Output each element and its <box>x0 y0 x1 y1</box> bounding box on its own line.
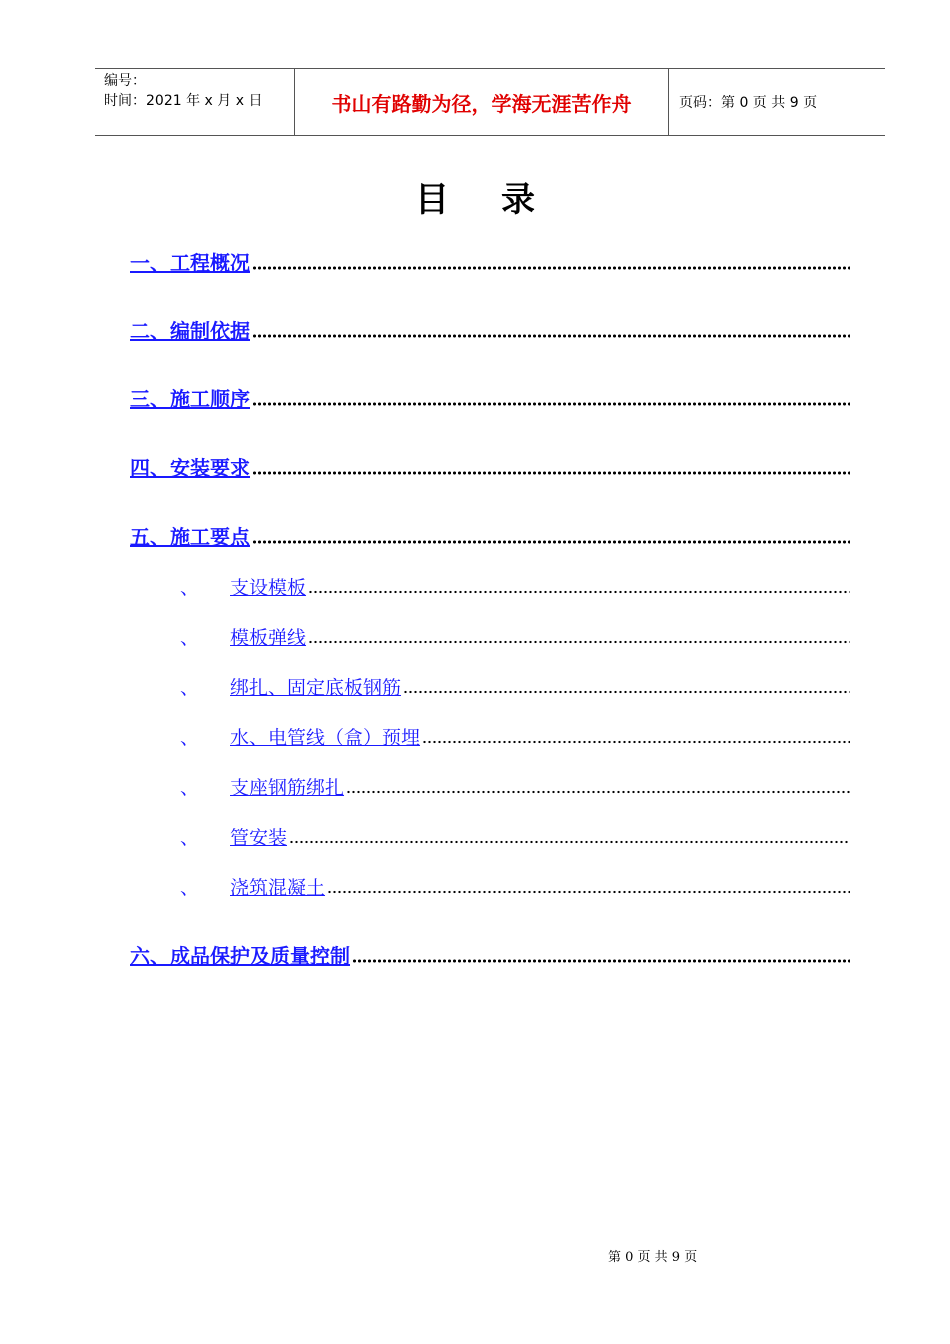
toc-link[interactable] <box>180 573 306 600</box>
toc-subentry-label: 浇筑混凝土 <box>230 877 326 899</box>
toc-leader-dots <box>252 401 850 407</box>
toc-subentry-1 <box>180 572 850 600</box>
toc-link[interactable] <box>180 823 287 850</box>
toc-leader-dots <box>352 958 850 964</box>
page-title: 目录 <box>415 180 587 220</box>
toc-subentry-label: 模板弹线 <box>230 627 307 649</box>
toc-link[interactable] <box>180 773 344 800</box>
toc-leader-dots <box>308 589 850 595</box>
number-label: 编号： <box>104 73 146 89</box>
toc-link[interactable] <box>180 623 306 650</box>
header-left-cell <box>95 69 295 135</box>
toc-entry-4 <box>130 453 850 481</box>
toc-leader-dots <box>403 689 850 695</box>
toc-leader-dots <box>252 539 850 545</box>
toc-leader-dots <box>289 839 850 845</box>
toc-subentry-number: 、 <box>180 627 200 649</box>
page-footer: 第 0 页 共 9 页 <box>608 1250 698 1265</box>
toc-subentry-4 <box>180 722 850 750</box>
toc-subentry-7 <box>180 872 850 900</box>
toc-entry-5 <box>130 522 850 550</box>
toc-link[interactable]: 六、成品保护及质量控制 <box>130 944 350 968</box>
toc-subentry-5 <box>180 772 850 800</box>
toc-subentry-label: 绑扎、固定底板钢筋 <box>230 677 402 699</box>
toc-subentry-number: 、 <box>180 577 200 599</box>
toc-link[interactable] <box>180 873 325 900</box>
toc-entry-2 <box>130 316 850 344</box>
toc-subentry-label: 管安装 <box>230 827 288 849</box>
toc-subentry-number: 、 <box>180 777 200 799</box>
toc-link[interactable]: 三、施工顺序 <box>130 387 250 411</box>
toc-link[interactable] <box>180 673 401 700</box>
toc-subentry-label: 水、电管线（盒）预埋 <box>230 727 421 749</box>
toc-leader-dots <box>252 333 850 339</box>
toc-subentry-2 <box>180 622 850 650</box>
toc-entry-6 <box>130 941 850 969</box>
toc-subentry-number: 、 <box>180 877 200 899</box>
toc-subentry-label: 支设模板 <box>230 577 307 599</box>
toc-link[interactable]: 一、工程概况 <box>130 251 250 275</box>
toc-leader-dots <box>252 265 850 271</box>
toc-leader-dots <box>422 739 850 745</box>
toc-link[interactable] <box>180 723 420 750</box>
toc-link[interactable]: 二、编制依据 <box>130 319 250 343</box>
toc-link[interactable]: 五、施工要点 <box>130 525 250 549</box>
toc-subentry-number: 、 <box>180 677 200 699</box>
toc-leader-dots <box>327 889 850 895</box>
toc-entry-1 <box>130 248 850 276</box>
header-motto: 书山有路勤为径，学海无涯苦作舟 <box>295 69 669 135</box>
toc-subentry-number: 、 <box>180 827 200 849</box>
toc-entry-3 <box>130 384 850 412</box>
toc-subentry-3 <box>180 672 850 700</box>
toc-subentry-label: 支座钢筋绑扎 <box>230 777 345 799</box>
toc-subentry-6 <box>180 822 850 850</box>
time-label: 时间：2021 年 x 月 x 日 <box>104 93 263 109</box>
toc-leader-dots <box>308 639 850 645</box>
toc-subentry-number: 、 <box>180 727 200 749</box>
toc-link[interactable]: 四、安装要求 <box>130 456 250 480</box>
toc-leader-dots <box>346 789 850 795</box>
toc-leader-dots <box>252 470 850 476</box>
page-header <box>95 68 885 136</box>
header-page-info: 页码：第 0 页 共 9 页 <box>679 95 818 111</box>
